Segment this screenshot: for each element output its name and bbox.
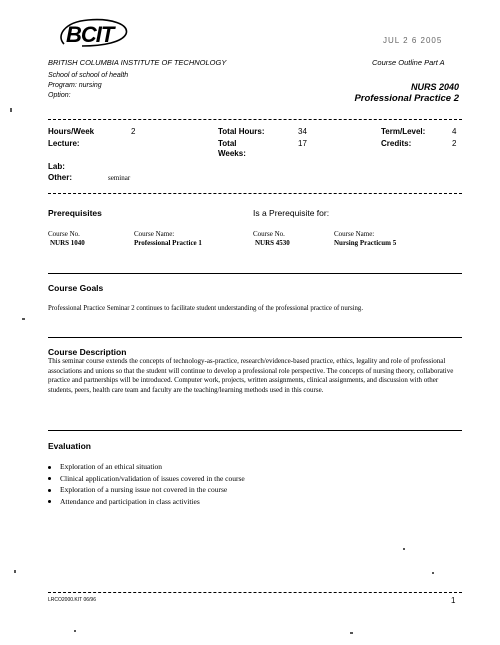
total-weeks-value: 17 (298, 139, 307, 148)
credits-label: Credits: (381, 139, 412, 148)
scan-speck (432, 572, 434, 574)
is-prerequisite-title: Is a Prerequisite for: (253, 208, 330, 218)
scan-speck (10, 108, 12, 112)
term-level-value: 4 (452, 127, 457, 136)
option-label: Option: (48, 92, 71, 99)
goals-divider (48, 337, 462, 338)
other-label: Other: (48, 173, 72, 182)
header-divider (48, 119, 462, 120)
school-name: School of school of health (48, 72, 129, 79)
list-item (48, 485, 245, 497)
hours-week-label: Hours/Week (48, 127, 95, 136)
prereq-course-no: NURS 1040 (50, 239, 85, 247)
course-code: NURS 2040 (410, 82, 459, 92)
footer-code: LRCO2000.KIT 06/96 (48, 597, 96, 603)
bullet-icon (48, 466, 51, 469)
list-item (48, 497, 245, 509)
scan-speck (14, 570, 16, 573)
evaluation-item-label: Attendance and participation in class activities (60, 496, 200, 506)
scan-speck (74, 630, 76, 632)
program-name: Program: nursing (48, 82, 102, 89)
evaluation-list (48, 462, 245, 508)
for-course-name: Nursing Practicum 5 (334, 239, 397, 247)
bullet-icon (48, 477, 51, 480)
footer-divider (48, 592, 462, 593)
scan-speck (403, 548, 405, 550)
lab-label: Lab: (48, 162, 65, 171)
prereq-divider (48, 273, 462, 274)
list-item (48, 474, 245, 486)
total-weeks-label: Total (218, 139, 237, 148)
prerequisites-title: Prerequisites (48, 208, 102, 218)
description-divider (48, 430, 462, 431)
credits-value: 2 (452, 139, 457, 148)
course-description-text: This seminar course extends the concepts of technology-as-practice, research/evidence-based practice, ethics, legality and role of professional associations and unions so that the student will continue to develop a professional role perspective. The concepts of nursing theory, collaborative practice and partnerships will be introduced. Computer work, projects, written assignments, clinical assignments, and discussion with other students, peers, health care team and faculty are the teaching/learning methods used in this course. (48, 357, 454, 394)
other-value: seminar (108, 174, 131, 182)
prereq-course-name: Professional Practice 1 (134, 239, 202, 247)
course-goals-text: Professional Practice Seminar 2 continues to facilitate student understanding of the professional practice of nursing. (48, 305, 364, 312)
form-label: Course Outline Part A (372, 58, 445, 67)
bullet-icon (48, 500, 51, 503)
for-col-name: Course Name: (334, 230, 375, 238)
bullet-icon (48, 489, 51, 492)
total-weeks-label-2: Weeks: (218, 149, 246, 158)
course-description-title: Course Description (48, 347, 127, 357)
for-course-no: NURS 4530 (255, 239, 290, 247)
hours-week-value: 2 (131, 127, 136, 136)
bcit-logo (52, 14, 134, 52)
prereq-col-name: Course Name: (134, 230, 175, 238)
term-level-label: Term/Level: (381, 127, 426, 136)
total-hours-label: Total Hours: (218, 127, 265, 136)
logo-text: BCIT (66, 22, 114, 47)
prereq-col-no: Course No. (48, 230, 80, 238)
institute-name: BRITISH COLUMBIA INSTITUTE OF TECHNOLOGY (48, 58, 227, 67)
course-title: Professional Practice 2 (354, 93, 459, 104)
for-col-no: Course No. (253, 230, 285, 238)
evaluation-item-label: Exploration of an ethical situation (60, 462, 163, 471)
scan-speck (22, 318, 25, 320)
evaluation-title: Evaluation (48, 441, 91, 451)
list-item (48, 462, 245, 474)
received-stamp: JUL 2 6 2005 (383, 36, 443, 45)
evaluation-item-label: Exploration of a nursing issue not covered in the course (60, 485, 228, 494)
scan-speck (350, 632, 353, 634)
stats-divider (48, 193, 462, 194)
evaluation-item-label: Clinical application/validation of issues covered in the course (60, 473, 245, 483)
lecture-label: Lecture: (48, 139, 80, 148)
page-number: 1 (451, 596, 456, 605)
total-hours-value: 34 (298, 127, 307, 136)
course-goals-title: Course Goals (48, 283, 104, 293)
